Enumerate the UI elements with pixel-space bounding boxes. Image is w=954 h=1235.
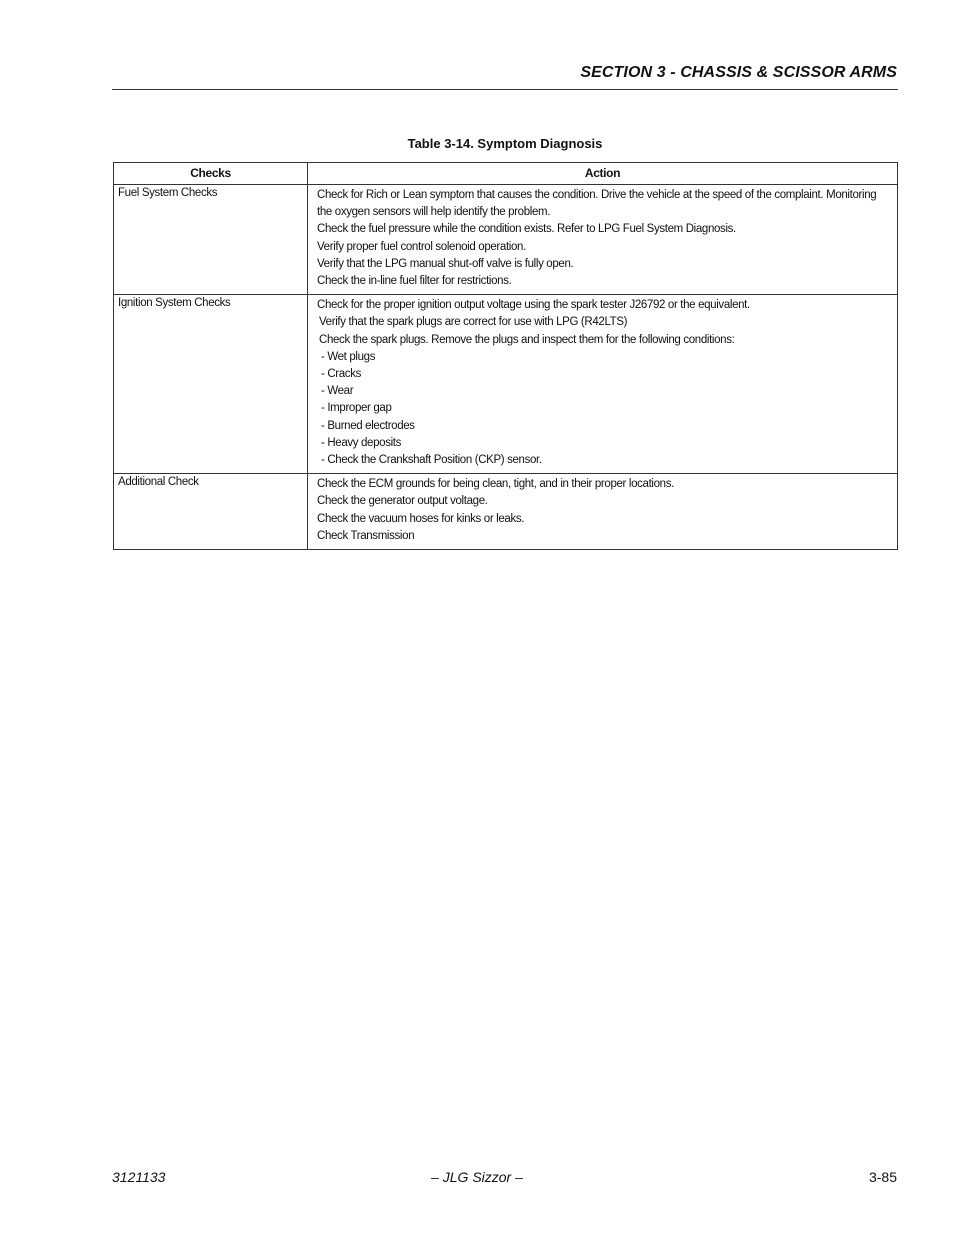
action-line: Check for Rich or Lean symptom that causes the condition. Drive the vehicle at the speed of the complaint. Monitoring the oxygen sensors will help identify the problem.	[317, 189, 877, 219]
symptom-diagnosis-table	[113, 162, 898, 550]
action-cell	[308, 185, 898, 295]
action-line: Check the spark plugs. Remove the plugs and inspect them for the following conditions:	[319, 333, 735, 346]
table-row	[114, 295, 898, 474]
action-line: Check the in-line fuel filter for restrictions.	[317, 275, 512, 288]
check-cell: Additional Check	[114, 474, 308, 550]
section-header: SECTION 3 - CHASSIS & SCISSOR ARMS	[580, 64, 897, 81]
action-line: Check for the proper ignition output voltage using the spark tester J26792 or the equivalent.	[317, 299, 750, 312]
action-line: - Wear	[321, 385, 354, 398]
action-line: Check the fuel pressure while the condition exists. Refer to LPG Fuel System Diagnosis.	[317, 223, 736, 236]
action-line: - Burned electrodes	[321, 419, 415, 432]
action-line: Check Transmission	[317, 529, 415, 542]
table-row	[114, 474, 898, 550]
footer-page-number: 3-85	[868, 1169, 897, 1185]
action-line: - Cracks	[321, 368, 362, 381]
action-line: - Improper gap	[321, 402, 392, 415]
action-line: - Check the Crankshaft Position (CKP) sensor.	[321, 454, 542, 467]
table-row	[114, 185, 898, 295]
table-header-row	[114, 163, 898, 185]
action-line: Verify proper fuel control solenoid operation.	[317, 240, 526, 253]
action-line: - Heavy deposits	[321, 436, 402, 449]
column-header-checks: Checks	[114, 163, 308, 185]
action-cell	[308, 474, 898, 550]
table-title: Table 3-14. Symptom Diagnosis	[407, 136, 603, 151]
column-header-action: Action	[308, 163, 898, 185]
action-line: - Wet plugs	[321, 350, 376, 363]
action-line: Check the generator output voltage.	[317, 495, 488, 508]
footer-doc-number: 3121133	[112, 1169, 166, 1185]
header-rule	[112, 89, 898, 90]
action-line: Check the ECM grounds for being clean, tight, and in their proper locations.	[317, 478, 674, 491]
action-line: Check the vacuum hoses for kinks or leaks.	[317, 512, 525, 525]
action-line: Verify that the LPG manual shut-off valve is fully open.	[317, 257, 574, 270]
action-line: Verify that the spark plugs are correct for use with LPG (R42LTS)	[319, 316, 628, 329]
footer-product: – JLG Sizzor –	[431, 1169, 523, 1185]
check-cell: Ignition System Checks	[114, 295, 308, 474]
action-cell	[308, 295, 898, 474]
check-cell: Fuel System Checks	[114, 185, 308, 295]
